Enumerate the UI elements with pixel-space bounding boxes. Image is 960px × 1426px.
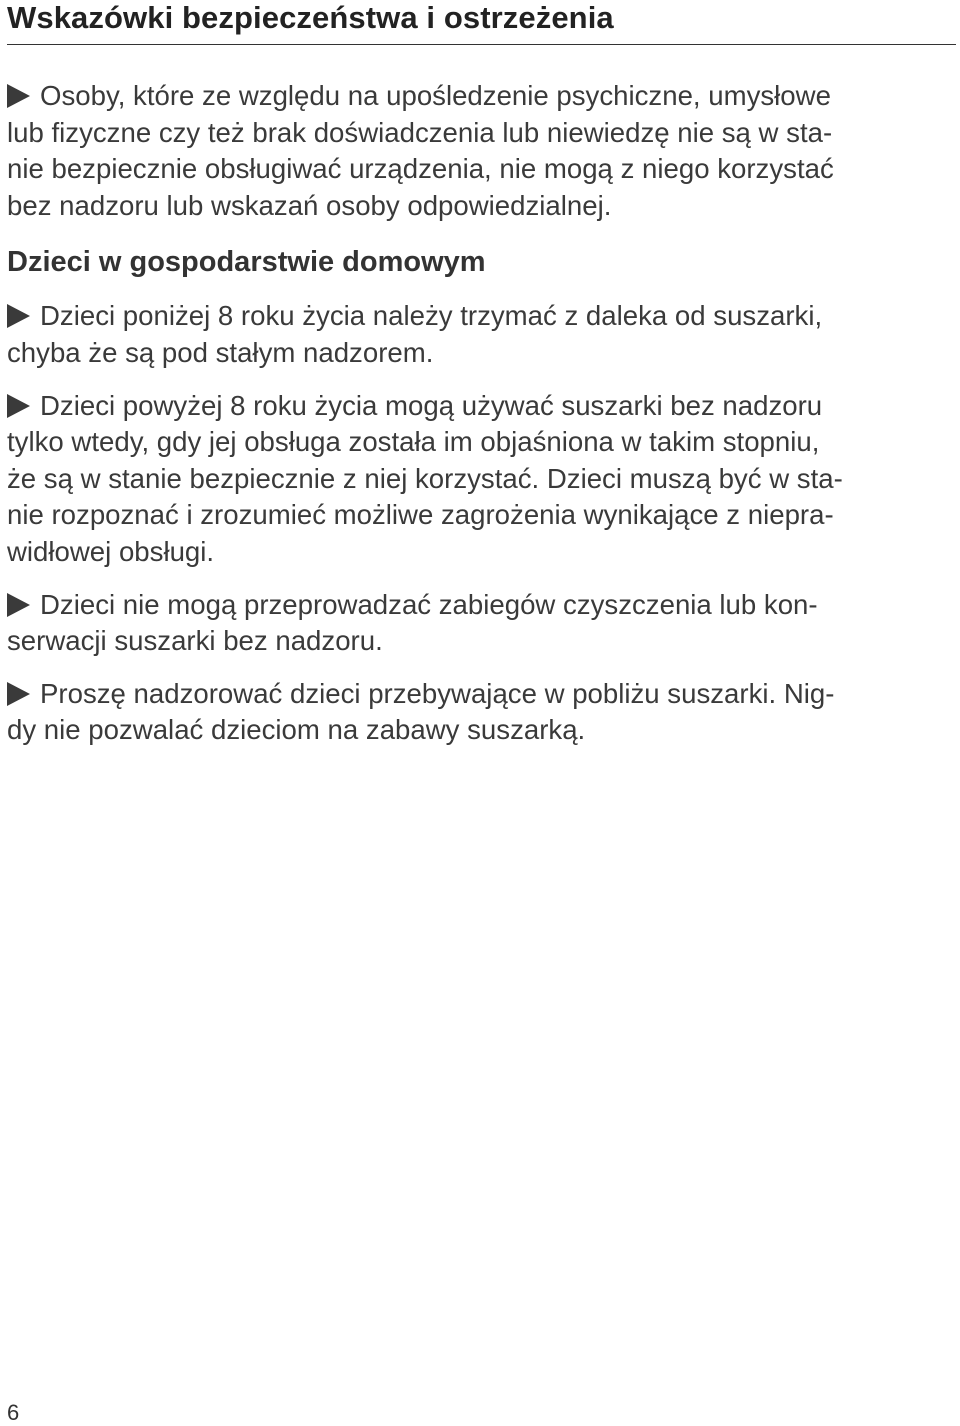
section-heading-children: Dzieci w gospodarstwie domowym xyxy=(7,246,486,279)
warning-paragraph-under-8 xyxy=(7,298,942,371)
triangle-bullet-icon xyxy=(7,394,30,418)
paragraph-line: tylko wtedy, gdy jej obsługa została im objaśniona w takim stopniu, xyxy=(7,426,820,458)
paragraph-line: bez nadzoru lub wskazań osoby odpowiedzialnej. xyxy=(7,189,612,221)
triangle-bullet-icon xyxy=(7,593,30,617)
paragraph-line: chyba że są pod stałym nadzorem. xyxy=(7,336,434,368)
paragraph-line: nie rozpoznać i zrozumieć możliwe zagrożenia wynikające z niepra- xyxy=(7,499,834,531)
paragraph-line: nie bezpiecznie obsługiwać urządzenia, nie mogą z niego korzystać xyxy=(7,153,834,185)
triangle-bullet-icon xyxy=(7,84,30,108)
triangle-bullet-icon xyxy=(7,304,30,328)
paragraph-line: Osoby, które ze względu na upośledzenie psychiczne, umysłowe xyxy=(40,80,831,111)
warning-paragraph-supervision xyxy=(7,676,942,749)
paragraph-line: Proszę nadzorować dzieci przebywające w pobliżu suszarki. Nig- xyxy=(40,677,835,709)
paragraph-line: że są w stanie bezpiecznie z niej korzystać. Dzieci muszą być w sta- xyxy=(7,462,843,494)
page-title: Wskazówki bezpieczeństwa i ostrzeżenia xyxy=(7,0,614,35)
paragraph-line: Dzieci poniżej 8 roku życia należy trzymać z daleka od suszarki, xyxy=(40,300,823,332)
warning-paragraph-over-8 xyxy=(7,388,942,571)
paragraph-line: lub fizyczne czy też brak doświadczenia lub niewiedzę nie są w sta- xyxy=(7,116,833,148)
document-body xyxy=(7,78,942,749)
paragraph-line: Dzieci nie mogą przeprowadzać zabiegów czyszczenia lub kon- xyxy=(40,588,818,620)
paragraph-line: serwacji suszarki bez nadzoru. xyxy=(7,625,383,657)
paragraph-line: dy nie pozwalać dzieciom na zabawy suszarką. xyxy=(7,714,586,746)
paragraph-line: Dzieci powyżej 8 roku życia mogą używać suszarki bez nadzoru xyxy=(40,389,823,421)
warning-paragraph-cleaning xyxy=(7,587,942,660)
page-number: 6 xyxy=(7,1400,20,1425)
paragraph-line: widłowej obsługi. xyxy=(7,535,215,567)
title-divider xyxy=(7,44,956,45)
triangle-bullet-icon xyxy=(7,682,30,706)
warning-paragraph-disabilities xyxy=(7,78,942,224)
